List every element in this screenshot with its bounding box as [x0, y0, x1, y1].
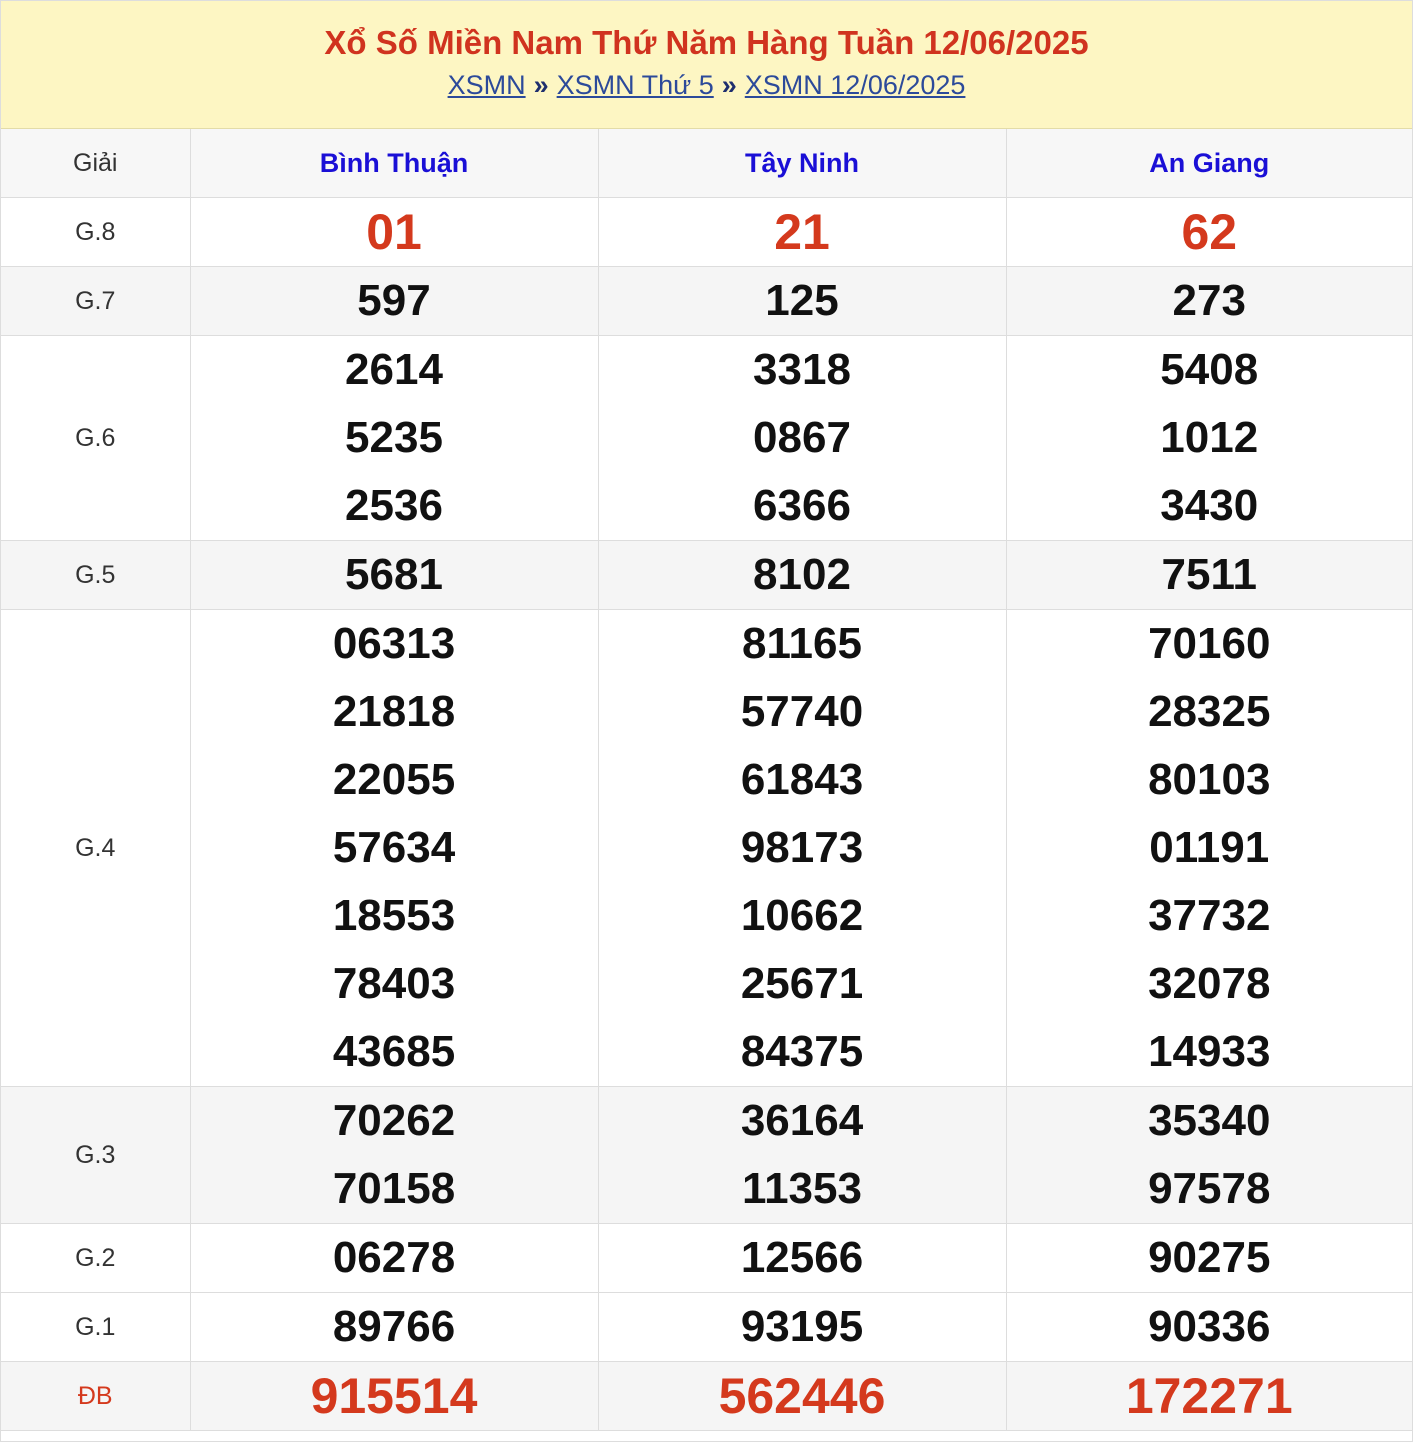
prize-label-cell	[1, 267, 190, 336]
result-number: 70262	[332, 1096, 456, 1145]
prize-row	[1, 198, 1412, 267]
result-number: 5235	[345, 413, 443, 462]
result-number: 90275	[1148, 1233, 1271, 1282]
result-number: 2536	[345, 481, 443, 530]
prize-label: ĐB	[77, 1381, 113, 1410]
result-cell	[598, 1087, 1006, 1224]
prize-label-cell	[1, 1087, 190, 1224]
result-cell	[190, 267, 598, 336]
result-number: 21	[774, 204, 830, 260]
result-cell	[1006, 610, 1412, 1087]
result-number: 2614	[345, 345, 443, 394]
province-header	[598, 129, 1006, 198]
result-number: 0867	[753, 413, 851, 462]
result-number: 70158	[332, 1164, 456, 1213]
result-cell	[1006, 1362, 1412, 1431]
result-number: 25671	[740, 959, 864, 1008]
page-title: Xổ Số Miền Nam Thứ Năm Hàng Tuần 12/06/2025	[324, 24, 1089, 61]
result-number: 70160	[1148, 619, 1271, 668]
prize-row	[1, 1293, 1412, 1362]
result-cell	[190, 541, 598, 610]
result-number: 57740	[740, 687, 864, 736]
prize-row	[1, 541, 1412, 610]
result-number: 5681	[345, 550, 443, 599]
result-number: 1012	[1160, 413, 1259, 462]
result-number: 90336	[1148, 1302, 1271, 1351]
prize-label-cell	[1, 1224, 190, 1293]
result-number: 37732	[1148, 891, 1271, 940]
breadcrumb-separator: »	[533, 70, 549, 100]
result-number: 06278	[332, 1233, 456, 1282]
result-number: 01	[366, 204, 422, 260]
result-number: 3318	[753, 345, 851, 394]
result-cell	[190, 1362, 598, 1431]
result-number: 57634	[332, 823, 456, 872]
result-number: 11353	[742, 1164, 862, 1213]
result-number: 89766	[332, 1302, 456, 1351]
result-number: 78403	[332, 959, 456, 1008]
result-number: 84375	[740, 1027, 864, 1076]
result-number: 125	[765, 276, 839, 325]
result-number: 8102	[753, 550, 851, 599]
result-number: 18553	[332, 891, 456, 940]
result-number: 21818	[332, 687, 456, 736]
result-number: 36164	[740, 1096, 864, 1145]
prize-label-cell	[1, 336, 190, 541]
prize-label-cell	[1, 198, 190, 267]
result-cell	[190, 336, 598, 541]
result-number: 43685	[332, 1027, 456, 1076]
result-number: 93195	[740, 1302, 864, 1351]
prize-label: G.6	[75, 423, 116, 452]
prize-row	[1, 1224, 1412, 1293]
table-header-row	[1, 129, 1412, 198]
province-name[interactable]: Bình Thuận	[319, 147, 469, 178]
result-number: 7511	[1161, 550, 1257, 599]
result-number: 32078	[1148, 959, 1271, 1008]
result-cell	[598, 336, 1006, 541]
breadcrumb-link-xsmn-thu-5[interactable]: XSMN Thứ 5	[556, 70, 714, 100]
prize-label: G.1	[75, 1312, 116, 1341]
breadcrumb-link-xsmn-date[interactable]: XSMN 12/06/2025	[744, 70, 966, 100]
result-cell	[190, 1293, 598, 1362]
result-number: 12566	[740, 1233, 864, 1282]
result-number: 97578	[1148, 1164, 1271, 1213]
result-number: 06313	[332, 619, 456, 668]
result-cell	[1006, 541, 1412, 610]
breadcrumb-link-xsmn[interactable]: XSMN	[447, 70, 526, 100]
result-cell	[1006, 336, 1412, 541]
result-cell	[1006, 1293, 1412, 1362]
prize-row	[1, 610, 1412, 1087]
result-number: 6366	[753, 481, 851, 530]
result-number: 28325	[1148, 687, 1271, 736]
prize-label-cell	[1, 610, 190, 1087]
prize-row	[1, 1087, 1412, 1224]
province-name[interactable]: Tây Ninh	[744, 147, 859, 178]
prize-label: G.8	[75, 217, 116, 246]
result-number: 10662	[740, 891, 864, 940]
breadcrumb-separator: »	[721, 70, 737, 100]
prize-row	[1, 1362, 1412, 1431]
result-number: 62	[1181, 204, 1238, 260]
prize-label: G.5	[75, 560, 116, 589]
result-number: 01191	[1149, 823, 1270, 872]
prize-label-cell	[1, 1293, 190, 1362]
result-cell	[598, 1224, 1006, 1293]
result-number: 597	[357, 276, 431, 325]
result-number: 5408	[1160, 345, 1259, 394]
results-header	[1, 1, 1412, 129]
result-number: 22055	[332, 755, 456, 804]
result-number: 35340	[1148, 1096, 1271, 1145]
prize-label: G.7	[75, 286, 116, 315]
prize-row	[1, 336, 1412, 541]
result-cell	[190, 610, 598, 1087]
result-cell	[1006, 1224, 1412, 1293]
result-number: 273	[1172, 276, 1246, 325]
prize-label-cell	[1, 1362, 190, 1431]
breadcrumb	[1, 69, 1412, 101]
prize-label: G.2	[75, 1243, 116, 1272]
result-cell	[1006, 267, 1412, 336]
result-cell	[598, 1362, 1006, 1431]
result-cell	[598, 1293, 1006, 1362]
province-name[interactable]: An Giang	[1149, 147, 1270, 178]
result-cell	[190, 1087, 598, 1224]
result-cell	[1006, 1087, 1412, 1224]
result-cell	[598, 541, 1006, 610]
result-number: 61843	[740, 755, 864, 804]
result-cell	[1006, 198, 1412, 267]
results-table	[1, 129, 1412, 1431]
province-header	[190, 129, 598, 198]
result-cell	[598, 610, 1006, 1087]
result-number: 80103	[1148, 755, 1271, 804]
result-cell	[598, 267, 1006, 336]
results-body	[1, 198, 1412, 1431]
result-cell	[190, 198, 598, 267]
result-number: 98173	[740, 823, 864, 872]
result-cell	[190, 1224, 598, 1293]
prize-label: G.4	[75, 833, 116, 862]
prize-column-header	[1, 129, 190, 198]
result-number: 3430	[1160, 481, 1259, 530]
result-number: 14933	[1148, 1027, 1271, 1076]
prize-label: G.3	[75, 1140, 116, 1169]
prize-label-cell	[1, 541, 190, 610]
result-cell	[598, 198, 1006, 267]
prize-column-header-label: Giải	[73, 148, 118, 177]
result-number: 81165	[742, 619, 862, 668]
special-prize-number: 172271	[1125, 1368, 1293, 1424]
province-header	[1006, 129, 1412, 198]
special-prize-number: 562446	[718, 1368, 886, 1424]
special-prize-number: 915514	[310, 1368, 478, 1424]
prize-row	[1, 267, 1412, 336]
